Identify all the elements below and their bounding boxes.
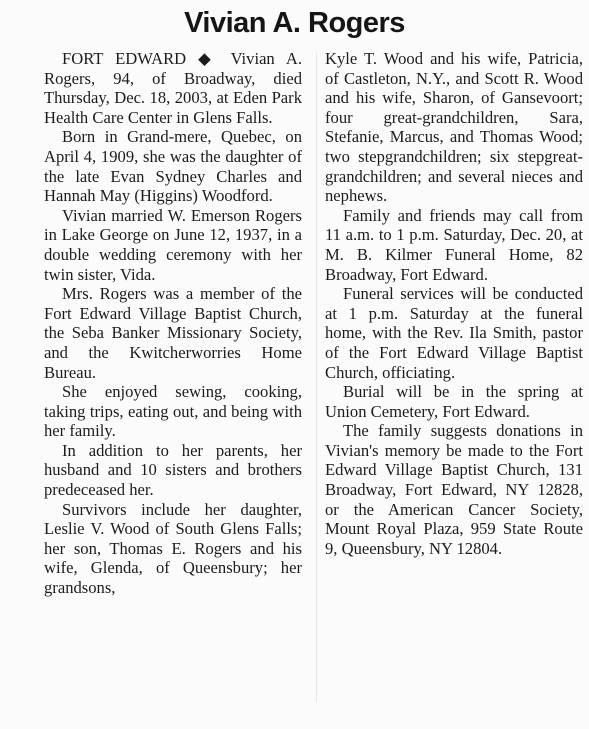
- paragraph-funeral-services: Funeral services will be conducted at 1 p.m. Saturday at the funeral home, with the Rev. Ila Smith, pastor of the Fort Edward Village Baptist Church, officiating.: [325, 284, 583, 382]
- paragraph-marriage: Vivian married W. Emerson Rogers in Lake George on June 12, 1937, in a double wedding ceremony with her twin sister, Vida.: [44, 205, 302, 284]
- paragraph-survivors-continued: Kyle T. Wood and his wife, Patricia, of Castleton, N.Y., and Scott R. Wood and his wife, Sharon, of Gansevoort; four great-grandchildren, Sara, Stefanie, Marcus, and Thomas Wood; two stepgrandchildren; six stepgreat-grandchildren; and several nieces and nephews.: [325, 49, 583, 206]
- paragraph-death-notice: FORT EDWARD ◆ Vivian A. Rogers, 94, of Broadway, died Thursday, Dec. 18, 2003, at Eden Park Health Care Center in Glens Falls.: [44, 49, 302, 127]
- right-column: [325, 49, 583, 558]
- paragraph-birth: Born in Grand-mere, Quebec, on April 4, 1909, she was the daughter of the late Evan Sydney Charles and Hannah May (Higgins) Woodford.: [44, 127, 302, 206]
- obituary-headline: Vivian A. Rogers: [184, 7, 405, 39]
- paragraph-burial: Burial will be in the spring at Union Cemetery, Fort Edward.: [325, 382, 583, 421]
- paragraph-hobbies: She enjoyed sewing, cooking, taking trips, eating out, and being with her family.: [44, 382, 302, 441]
- paragraph-predeceased: In addition to her parents, her husband and 10 sisters and brothers predeceased her.: [44, 440, 302, 500]
- paragraph-survivors: Survivors include her daughter, Leslie V. Wood of South Glens Falls; her son, Thomas E. Rogers and his wife, Glenda, of Queensbury; her grandsons,: [44, 499, 302, 598]
- paragraph-calling-hours: Family and friends may call from 11 a.m. to 1 p.m. Saturday, Dec. 20, at M. B. Kilmer Funeral Home, 82 Broadway, Fort Edward.: [325, 205, 583, 284]
- column-divider: [316, 52, 317, 702]
- paragraph-donations: The family suggests donations in Vivian's memory be made to the Fort Edward Village Baptist Church, 131 Broadway, Fort Edward, NY 12828, or the American Cancer Society, Mount Royal Plaza, 959 State Route 9, Queensbury, NY 12804.: [325, 421, 583, 558]
- paragraph-memberships: Mrs. Rogers was a member of the Fort Edward Village Baptist Church, the Seba Banker Missionary Society, and the Kwitcherworries Home Bureau.: [44, 284, 302, 382]
- left-column: [44, 49, 302, 598]
